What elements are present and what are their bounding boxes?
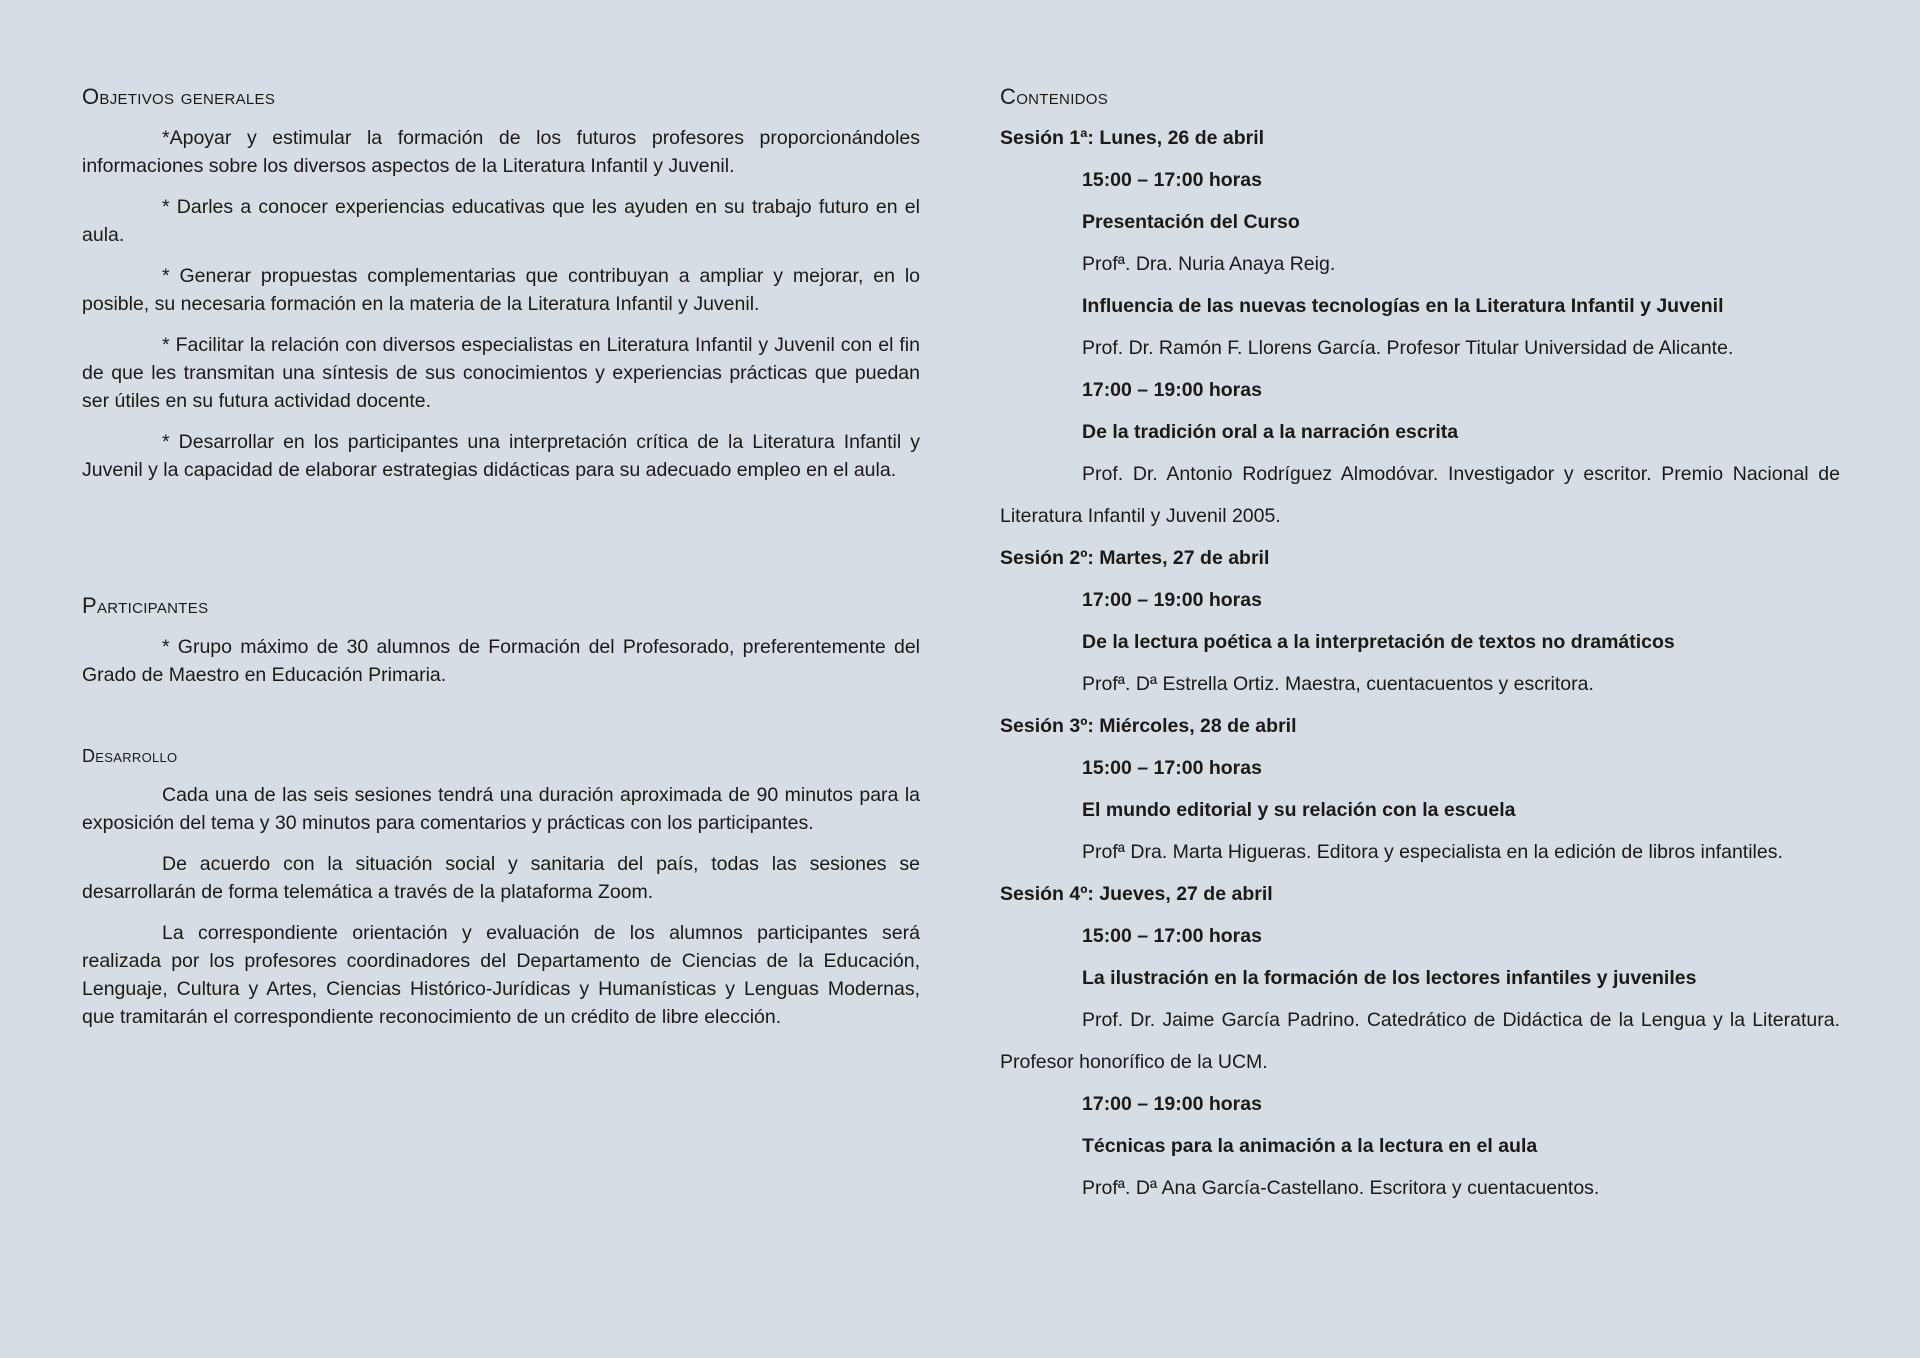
talk-speaker: Profª Dra. Marta Higueras. Editora y especialista en la edición de libros infantiles. [1082,841,1783,863]
talk-speaker: Prof. Dr. Antonio Rodríguez Almodóvar. Investigador y escritor. Premio Nacional de Literatura Infantil y Juvenil 2005. [1000,463,1840,527]
session-2-heading: Sesión 2º: Martes, 27 de abril [1000,547,1270,569]
participantes-text: * Grupo máximo de 30 alumnos de Formación del Profesorado, preferentemente del Grado de Maestro en Educación Primaria. [82,636,920,686]
session-time: 15:00 – 17:00 horas [1082,757,1262,779]
talk-title: De la lectura poética a la interpretación de textos no dramáticos [1082,631,1675,653]
talk-title: Influencia de las nuevas tecnologías en la Literatura Infantil y Juvenil [1082,295,1724,317]
desarrollo-title: Desarrollo [82,746,178,766]
talk-speaker: Profª. Dra. Nuria Anaya Reig. [1082,253,1336,275]
contenidos-title: Contenidos [1000,84,1109,109]
desarrollo-paragraph: Cada una de las seis sesiones tendrá una duración aproximada de 90 minutos para la exposición del tema y 30 minutos para comentarios y prácticas con los participantes. [82,784,920,834]
talk-speaker: Profª. Dª Ana García-Castellano. Escritora y cuentacuentos. [1082,1177,1600,1199]
objetivos-title: Objetivos generales [82,84,276,109]
talk-title: La ilustración en la formación de los lectores infantiles y juveniles [1082,967,1697,989]
objetivo-item: * Desarrollar en los participantes una interpretación crítica de la Literatura Infantil y Juvenil y la capacidad de elaborar estrategias didácticas para su adecuado empleo en el aula. [82,431,920,481]
session-time: 15:00 – 17:00 horas [1082,925,1262,947]
desarrollo-paragraph: La correspondiente orientación y evaluación de los alumnos participantes será realizada por los profesores coordinadores del Departamento de Ciencias de la Educación, Lenguaje, Cultura y Artes, Ciencias Histórico-Jurídicas y Humanísticas y Lenguas Modernas, que tramitarán el correspondiente reconocimiento de un crédito de libre elección. [82,922,920,1028]
talk-title: El mundo editorial y su relación con la escuela [1082,799,1516,821]
desarrollo-paragraph: De acuerdo con la situación social y sanitaria del país, todas las sesiones se desarrollarán de forma telemática a través de la plataforma Zoom. [82,853,920,903]
spacer [82,702,920,746]
session-3-heading: Sesión 3º: Miércoles, 28 de abril [1000,715,1297,737]
session-time: 15:00 – 17:00 horas [1082,169,1262,191]
talk-title: Presentación del Curso [1082,211,1300,233]
talk-speaker: Prof. Dr. Jaime García Padrino. Catedrático de Didáctica de la Lengua y la Literatura. Profesor honorífico de la UCM. [1000,1009,1840,1073]
session-1-heading: Sesión 1ª: Lunes, 26 de abril [1000,127,1265,149]
left-column [82,84,920,1044]
session-time: 17:00 – 19:00 horas [1082,379,1262,401]
talk-title: De la tradición oral a la narración escrita [1082,421,1459,443]
objetivo-item: *Apoyar y estimular la formación de los futuros profesores proporcionándoles informaciones sobre los diversos aspectos de la Literatura Infantil y Juvenil. [82,127,920,177]
talk-speaker: Profª. Dª Estrella Ortiz. Maestra, cuentacuentos y escritora. [1082,673,1594,695]
objetivo-item: * Generar propuestas complementarias que contribuyan a ampliar y mejorar, en lo posible, su necesaria formación en la materia de la Literatura Infantil y Juvenil. [82,265,920,315]
spacer [82,497,920,593]
right-column [1000,84,1840,1216]
objetivo-item: * Facilitar la relación con diversos especialistas en Literatura Infantil y Juvenil con el fin de que les transmitan una síntesis de sus conocimientos y experiencias prácticas que puedan ser útiles en su futura actividad docente. [82,334,920,412]
session-4-heading: Sesión 4º: Jueves, 27 de abril [1000,883,1273,905]
session-time: 17:00 – 19:00 horas [1082,1093,1262,1115]
participantes-title: Participantes [82,593,209,618]
talk-speaker: Prof. Dr. Ramón F. Llorens García. Profesor Titular Universidad de Alicante. [1082,337,1734,359]
session-time: 17:00 – 19:00 horas [1082,589,1262,611]
talk-title: Técnicas para la animación a la lectura en el aula [1082,1135,1538,1157]
objetivo-item: * Darles a conocer experiencias educativas que les ayuden en su trabajo futuro en el aula. [82,196,920,246]
